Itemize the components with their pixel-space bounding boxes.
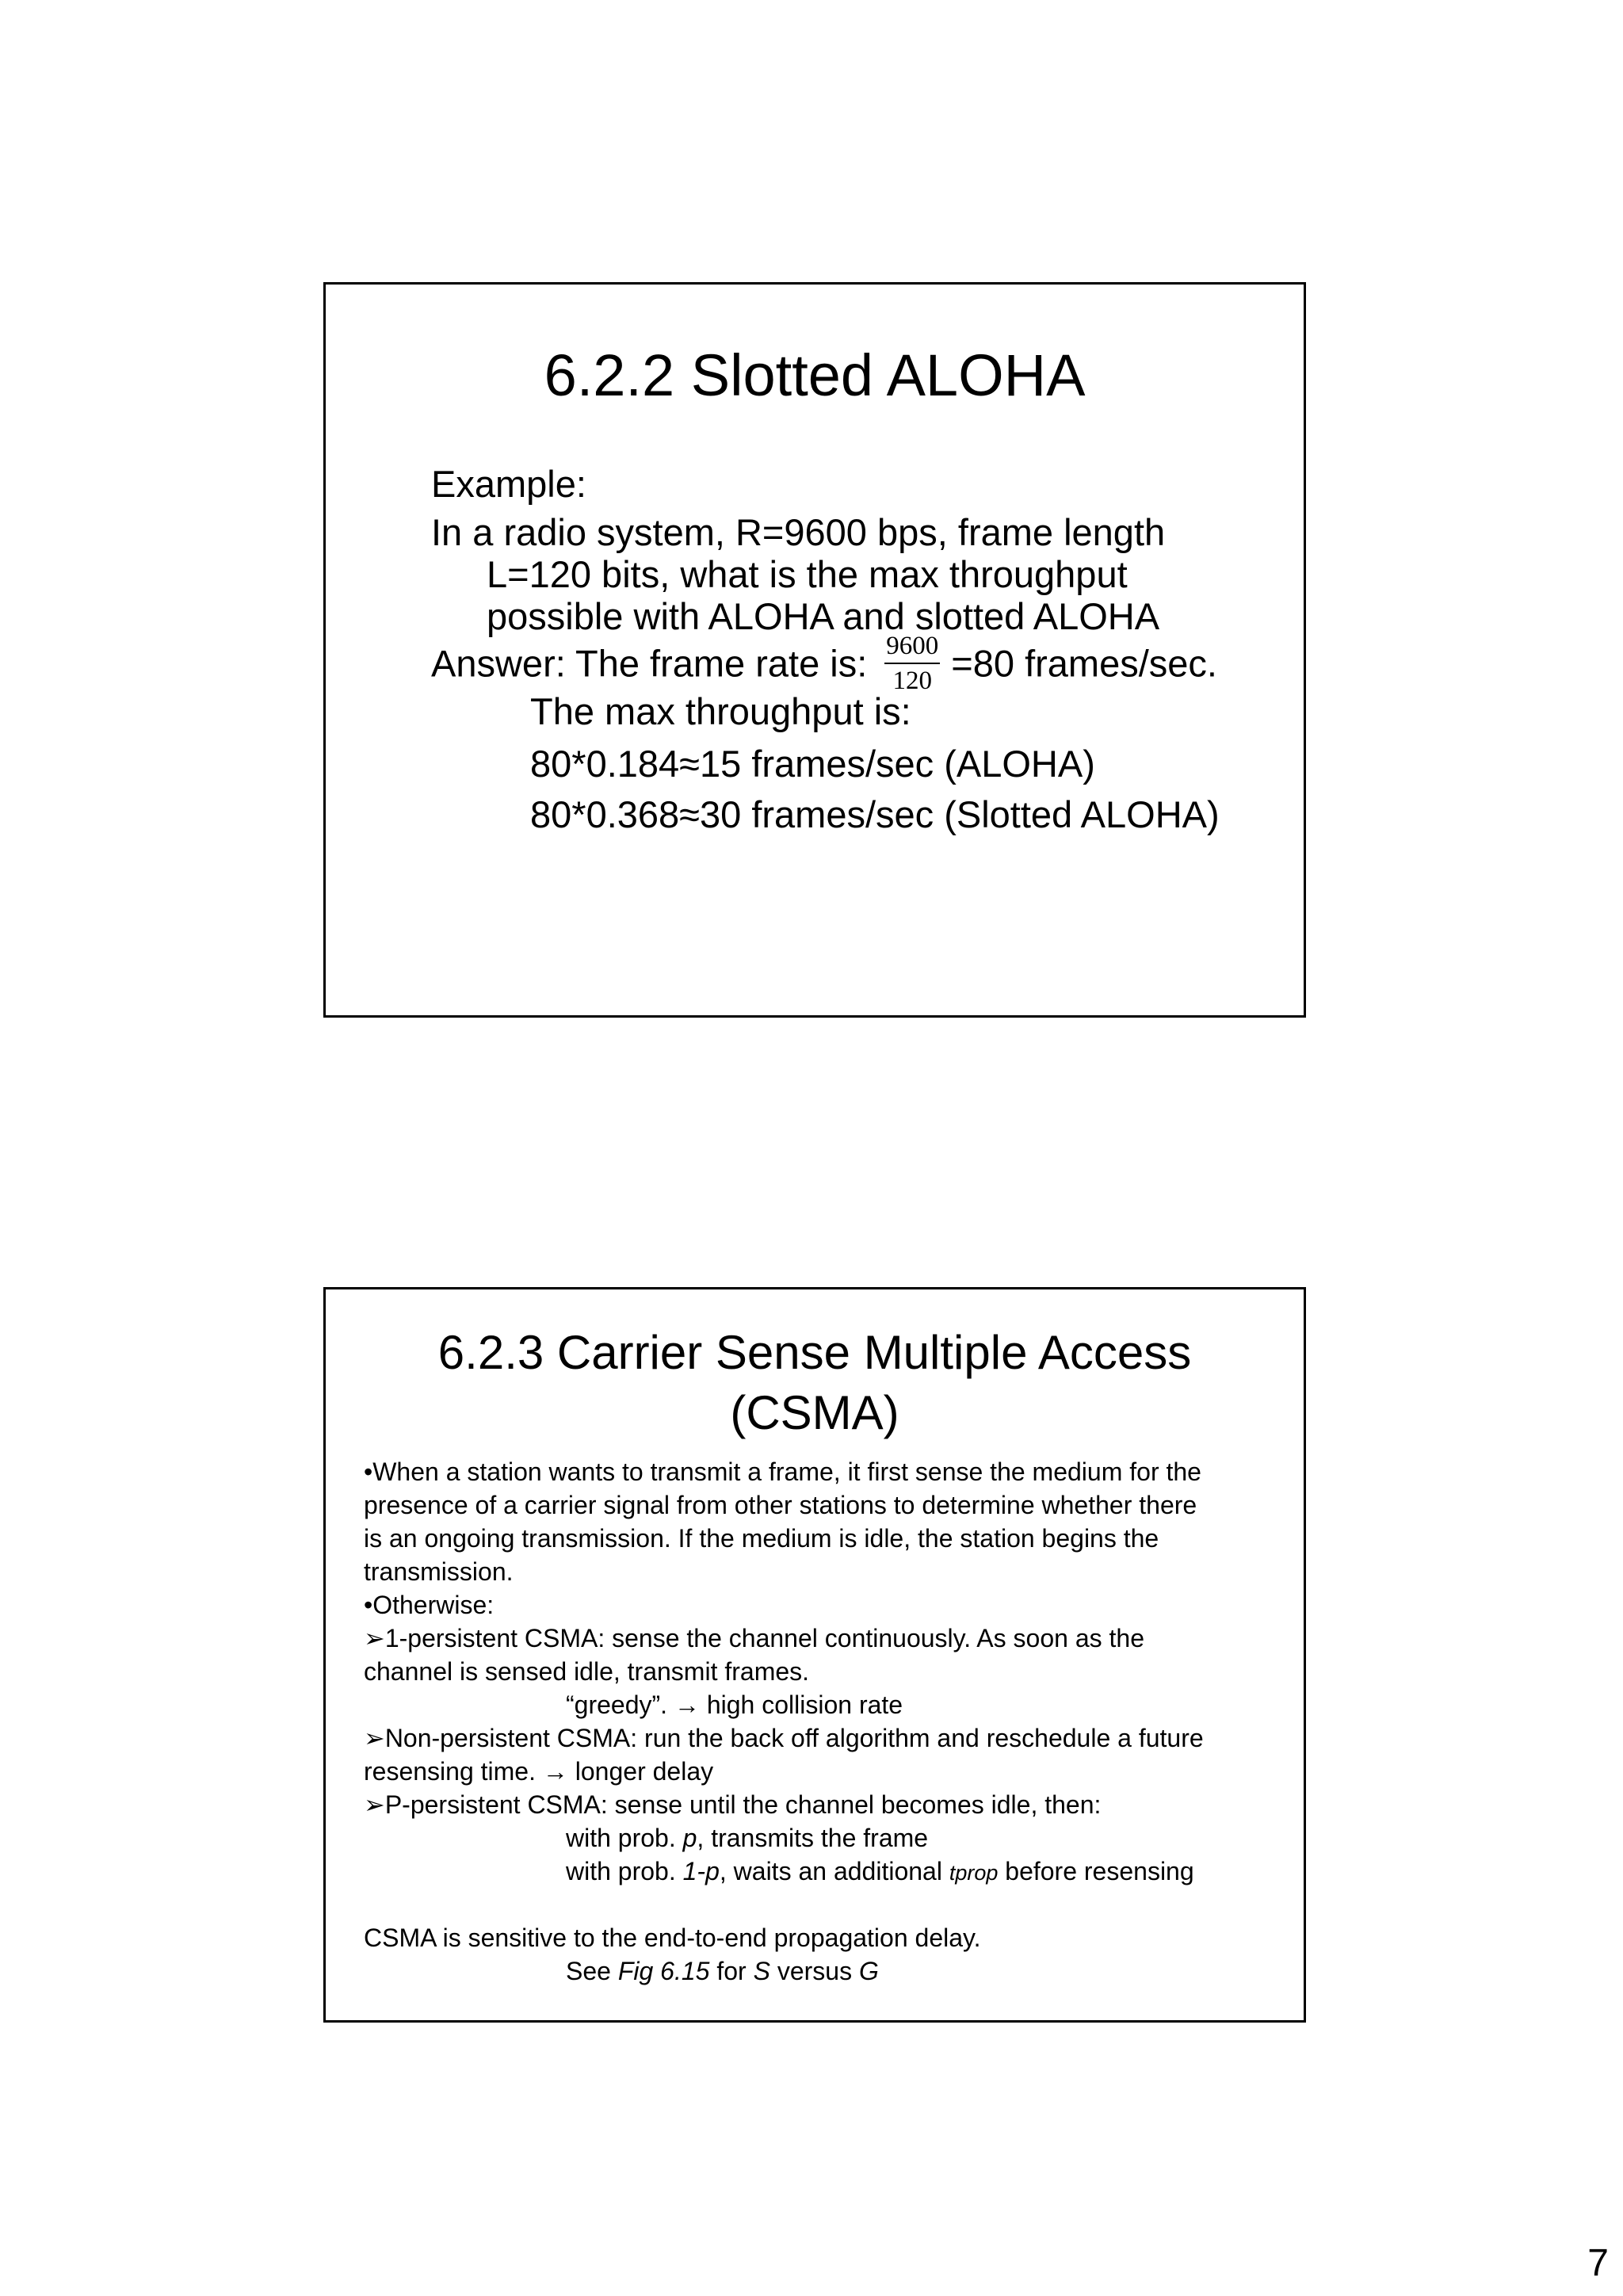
text: with prob.: [566, 1824, 683, 1852]
answer-prefix: Answer: The frame rate is:: [431, 642, 868, 685]
text: , transmits the frame: [697, 1824, 929, 1852]
answer-line: [431, 634, 1217, 699]
p-persistent-transmit: [566, 1821, 928, 1855]
slide-csma: [323, 1287, 1306, 2023]
one-persistent-note: “greedy”. → high collision rate: [566, 1690, 903, 1719]
text: , waits an additional: [719, 1857, 949, 1885]
one-persistent-line: channel is sensed idle, transmit frames.: [364, 1657, 810, 1686]
page-number: 7: [1587, 2242, 1609, 2284]
slotted-aloha-result: 80*0.368≈30 frames/sec (Slotted ALOHA): [530, 793, 1220, 835]
throughput-label: The max throughput is:: [530, 690, 911, 732]
figure-ref: Fig 6.15: [617, 1957, 710, 1985]
text: See: [566, 1957, 618, 1985]
text: versus: [769, 1957, 859, 1985]
slide-title: [326, 1323, 1304, 1443]
intro-line: •When a station wants to transmit a frame, it first sense the medium for the: [364, 1457, 1201, 1486]
text: with prob.: [566, 1857, 683, 1885]
fraction-denominator: 120: [892, 667, 933, 695]
intro-line: transmission.: [364, 1557, 514, 1586]
example-label: Example:: [431, 463, 586, 505]
intro-line: is an ongoing transmission. If the medium is idle, the station begins the: [364, 1524, 1159, 1553]
variable-s: S: [753, 1957, 770, 1985]
non-persistent-line: resensing time. → longer delay: [364, 1757, 714, 1786]
p-persistent-wait: [566, 1855, 1194, 1889]
one-persistent-line: ➢1-persistent CSMA: sense the channel continuously. As soon as the: [364, 1624, 1144, 1652]
figure-reference: [566, 1954, 879, 1988]
frame-rate-fraction: [884, 631, 940, 696]
p-persistent-line: ➢P-persistent CSMA: sense until the channel becomes idle, then:: [364, 1790, 1102, 1819]
intro-line: •Otherwise:: [364, 1591, 495, 1619]
variable-g: G: [858, 1957, 879, 1985]
variable-tprop: tprop: [949, 1861, 999, 1885]
question-line: possible with ALOHA and slotted ALOHA: [487, 595, 1160, 637]
non-persistent-line: ➢Non-persistent CSMA: run the back off algorithm and reschedule a future: [364, 1724, 1204, 1752]
intro-line: presence of a carrier signal from other stations to determine whether there: [364, 1491, 1197, 1519]
variable-p: p: [682, 1824, 697, 1852]
answer-suffix: =80 frames/sec.: [951, 642, 1217, 685]
fraction-numerator: 9600: [884, 631, 940, 664]
text: for: [709, 1957, 754, 1985]
title-line: 6.2.3 Carrier Sense Multiple Access: [437, 1326, 1192, 1379]
question-line: L=120 bits, what is the max throughput: [487, 553, 1128, 595]
title-line: (CSMA): [730, 1386, 899, 1439]
text: before resensing: [998, 1857, 1194, 1885]
aloha-result: 80*0.184≈15 frames/sec (ALOHA): [530, 743, 1095, 785]
variable-1-p: 1-p: [682, 1857, 720, 1885]
sensitivity-line: CSMA is sensitive to the end-to-end propagation delay.: [364, 1924, 981, 1952]
slide-slotted-aloha: [323, 282, 1306, 1018]
question-line: In a radio system, R=9600 bps, frame length: [431, 511, 1166, 553]
slide-title: 6.2.2 Slotted ALOHA: [544, 342, 1086, 408]
